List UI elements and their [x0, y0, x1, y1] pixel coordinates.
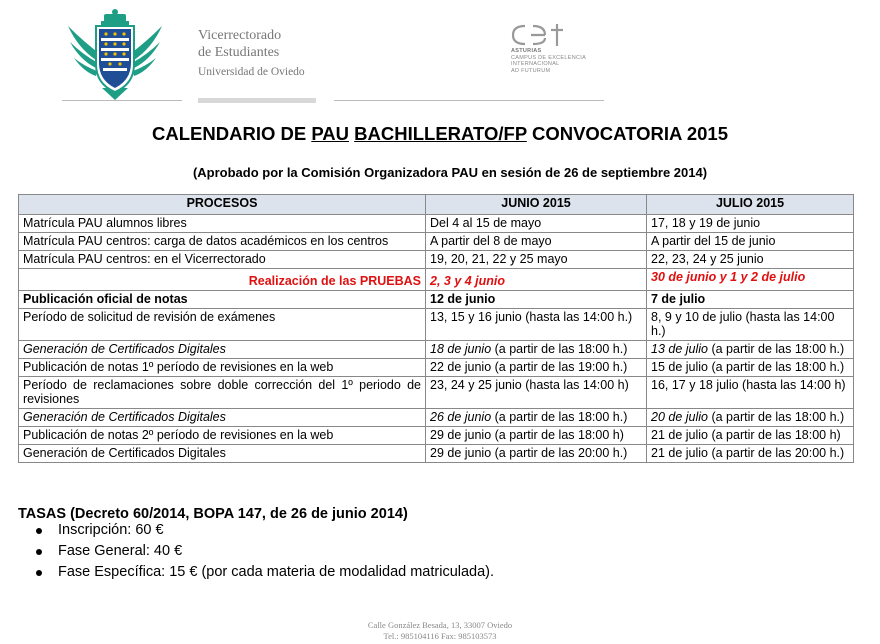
table-row-pruebas [19, 269, 854, 291]
footer-address [0, 620, 880, 642]
cell-proceso: Matrícula PAU centros: carga de datos académicos en los centros [19, 233, 426, 251]
table-row [19, 427, 854, 445]
bullet-icon [36, 528, 42, 534]
tasas-heading: TASAS (Decreto 60/2014, BOPA 147, de 26 de junio 2014) [18, 506, 408, 522]
cell-julio: 21 de julio (a partir de las 18:00 h) [647, 427, 854, 445]
cell-julio: 17, 18 y 19 de junio [647, 215, 854, 233]
cell-junio-time: (a partir de las 18:00 h.) [491, 342, 628, 356]
cell-junio: 23, 24 y 25 junio (hasta las 14:00 h) [426, 377, 647, 409]
list-item [30, 541, 494, 562]
cei-line3: INTERNACIONAL [511, 61, 560, 67]
fee-text: Inscripción: 60 € [58, 522, 164, 538]
cell-julio: 7 de julio [647, 291, 854, 309]
cell-julio [647, 341, 854, 359]
cell-junio: Del 4 al 15 de mayo [426, 215, 647, 233]
cell-junio: 12 de junio [426, 291, 647, 309]
cell-julio: A partir del 15 de junio [647, 233, 854, 251]
cell-junio: 22 de junio (a partir de las 19:00 h.) [426, 359, 647, 377]
fee-text: Fase Específica: 15 € (por cada materia de modalidad matriculada). [58, 564, 495, 580]
calendar-table [18, 194, 854, 463]
table-row [19, 233, 854, 251]
cell-julio [647, 409, 854, 427]
cell-junio: 2, 3 y 4 junio [426, 269, 647, 291]
university-crest-logo [66, 8, 164, 100]
page-subtitle: (Aprobado por la Comisión Organizadora PAU en sesión de 26 de septiembre 2014) [192, 165, 708, 180]
vicerrectorado-text: Vicerrectorado [198, 28, 282, 43]
cei-line4: AD FUTURUM [511, 67, 551, 74]
header-procesos: PROCESOS [19, 195, 426, 215]
header-divider-middle [198, 98, 316, 103]
fee-text: Fase General: 40 € [58, 543, 183, 559]
cell-junio [426, 409, 647, 427]
title-part1: CALENDARIO DE [152, 123, 312, 144]
cell-proceso: Publicación de notas 2º período de revisiones en la web [19, 427, 426, 445]
cei-line1: ASTURIAS [511, 48, 542, 54]
table-row [19, 377, 854, 409]
cell-proceso: Realización de las PRUEBAS [19, 269, 426, 291]
header-junio: JUNIO 2015 [426, 195, 647, 215]
header-divider-left [62, 100, 182, 101]
cell-proceso: Generación de Certificados Digitales [19, 409, 426, 427]
list-item [30, 520, 494, 541]
cell-proceso: Publicación oficial de notas [19, 291, 426, 309]
table-row [19, 309, 854, 341]
title-part2: CONVOCATORIA 2015 [526, 123, 728, 144]
cell-junio-time: (a partir de las 18:00 h.) [491, 410, 628, 424]
cell-julio-time: (a partir de las 18:00 h.) [708, 410, 845, 424]
fees-list [30, 520, 494, 583]
cell-proceso: Período de reclamaciones sobre doble corrección del 1º periodo de revisiones [19, 377, 426, 409]
cell-proceso: Generación de Certificados Digitales [19, 341, 426, 359]
cei-line2: CAMPUS DE EXCELENCIA [511, 54, 587, 61]
table-row [19, 215, 854, 233]
title-pau: PAU [311, 123, 350, 144]
cell-julio: 21 de julio (a partir de las 20:00 h.) [647, 445, 854, 463]
estudiantes-text: de Estudiantes [198, 45, 280, 60]
cei-campus-logo [511, 22, 571, 48]
list-item [30, 562, 494, 583]
cell-junio: 19, 20, 21, 22 y 25 mayo [426, 251, 647, 269]
cell-julio: 8, 9 y 10 de julio (hasta las 14:00 h.) [647, 309, 854, 341]
cell-julio: 22, 23, 24 y 25 junio [647, 251, 854, 269]
cell-junio-date: 26 de junio [430, 410, 492, 424]
cell-junio [426, 341, 647, 359]
cell-julio-date: 13 de julio [651, 342, 708, 356]
cell-junio: 29 de junio (a partir de las 20:00 h.) [426, 445, 647, 463]
cell-junio: A partir del 8 de mayo [426, 233, 647, 251]
universidad-text: Universidad de Oviedo [198, 66, 305, 78]
vicerrectorado-heading [198, 27, 305, 81]
cell-junio-date: 18 de junio [430, 342, 492, 356]
title-bachillerato: BACHILLERATO/FP [354, 123, 527, 144]
cell-proceso: Matrícula PAU centros: en el Vicerrectorado [19, 251, 426, 269]
cell-julio: 30 de junio y 1 y 2 de julio [647, 269, 854, 291]
cell-junio: 29 de junio (a partir de las 18:00 h) [426, 427, 647, 445]
table-row [19, 291, 854, 309]
table-header-row [19, 195, 854, 215]
table-row [19, 359, 854, 377]
table-row [19, 409, 854, 427]
cell-julio: 15 de julio (a partir de las 18:00 h.) [647, 359, 854, 377]
cell-proceso: Publicación de notas 1º período de revisiones en la web [19, 359, 426, 377]
bullet-icon [36, 570, 42, 576]
cell-julio: 16, 17 y 18 julio (hasta las 14:00 h) [647, 377, 854, 409]
cell-proceso: Matrícula PAU alumnos libres [19, 215, 426, 233]
header-julio: JULIO 2015 [647, 195, 854, 215]
footer-line1: Calle González Besada, 13, 33007 Oviedo [367, 620, 513, 630]
cell-proceso: Período de solicitud de revisión de exámenes [19, 309, 426, 341]
cell-junio: 13, 15 y 16 junio (hasta las 14:00 h.) [426, 309, 647, 341]
table-row [19, 251, 854, 269]
table-row [19, 341, 854, 359]
page-title [0, 123, 880, 145]
footer-line2: Tel.: 985104116 Fax: 985103573 [383, 631, 497, 641]
bullet-icon [36, 549, 42, 555]
header-divider-right [334, 100, 604, 101]
table-row [19, 445, 854, 463]
cell-julio-date: 20 de julio [651, 410, 708, 424]
cei-campus-text [511, 48, 586, 74]
cell-julio-time: (a partir de las 18:00 h.) [708, 342, 845, 356]
cell-proceso: Generación de Certificados Digitales [19, 445, 426, 463]
